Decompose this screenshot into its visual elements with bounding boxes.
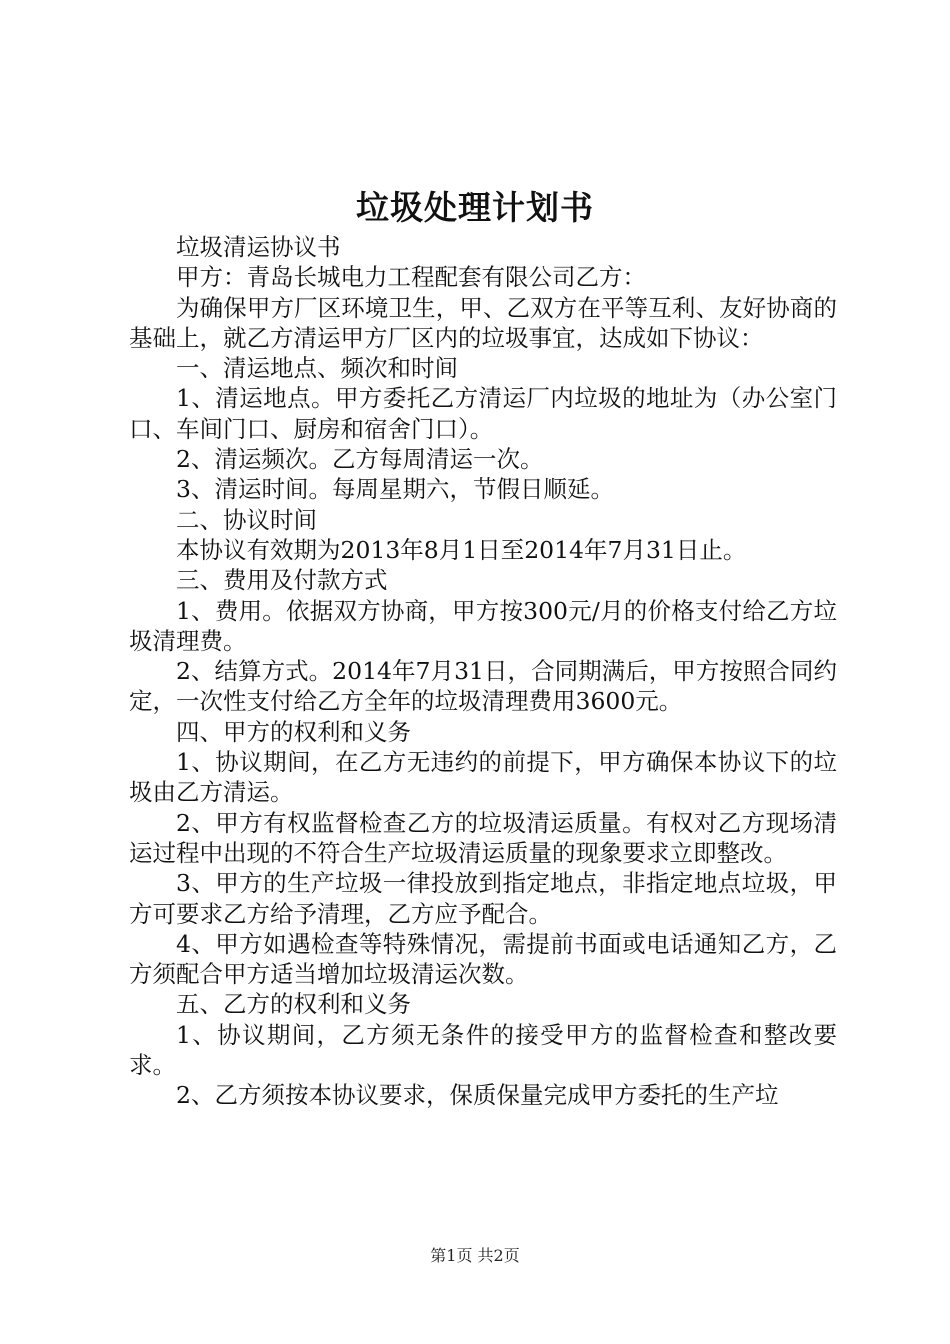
document-body (129, 232, 837, 1111)
paragraph: 为确保甲方厂区环境卫生，甲、乙双方在平等互利、友好协商的基础上，就乙方清运甲方厂区内的垃圾事宜，达成如下协议： (129, 293, 837, 352)
paragraph: 4、甲方如遇检查等特殊情况，需提前书面或电话通知乙方，乙方须配合甲方适当增加垃圾清运次数。 (129, 929, 837, 989)
paragraph: 2、清运频次。乙方每周清运一次。 (176, 445, 544, 474)
document-title: 垃圾处理计划书 (356, 188, 594, 227)
section-heading: 四、甲方的权利和义务 (176, 717, 411, 746)
section-heading: 五、乙方的权利和义务 (176, 990, 411, 1019)
paragraph: 3、甲方的生产垃圾一律投放到指定地点，非指定地点垃圾，甲方可要求乙方给予清理，乙方应予配合。 (129, 869, 837, 928)
paragraph: 本协议有效期为2013年8月1日至2014年7月31日止。 (176, 535, 747, 564)
section-heading: 一、清运地点、频次和时间 (176, 354, 458, 383)
paragraph: 3、清运时间。每周星期六，节假日顺延。 (176, 475, 614, 504)
paragraph: 2、结算方式。2014年7月31日，合同期满后，甲方按照合同约定，一次性支付给乙方全年的垃圾清理费用3600元。 (129, 657, 837, 716)
paragraph: 甲方：青岛长城电力工程配套有限公司乙方： (176, 263, 646, 292)
paragraph: 2、乙方须按本协议要求，保质保量完成甲方委托的生产垃 (176, 1081, 779, 1110)
paragraph: 1、费用。依据双方协商，甲方按300元/月的价格支付给乙方垃圾清理费。 (129, 596, 837, 655)
paragraph: 2、甲方有权监督检查乙方的垃圾清运质量。有权对乙方现场清运过程中出现的不符合生产垃圾清运质量的现象要求立即整改。 (129, 808, 837, 867)
page-footer: 第1页 共2页 (430, 1246, 520, 1265)
paragraph: 1、协议期间，乙方须无条件的接受甲方的监督检查和整改要求。 (129, 1020, 837, 1080)
paragraph: 1、协议期间，在乙方无违约的前提下，甲方确保本协议下的垃圾由乙方清运。 (129, 748, 837, 807)
section-heading: 二、协议时间 (176, 505, 317, 534)
paragraph: 1、清运地点。甲方委托乙方清运厂内垃圾的地址为（办公室门口、车间门口、厨房和宿舍门口）。 (129, 384, 837, 443)
section-heading: 三、费用及付款方式 (176, 566, 388, 595)
paragraph: 垃圾清运协议书 (176, 233, 341, 261)
